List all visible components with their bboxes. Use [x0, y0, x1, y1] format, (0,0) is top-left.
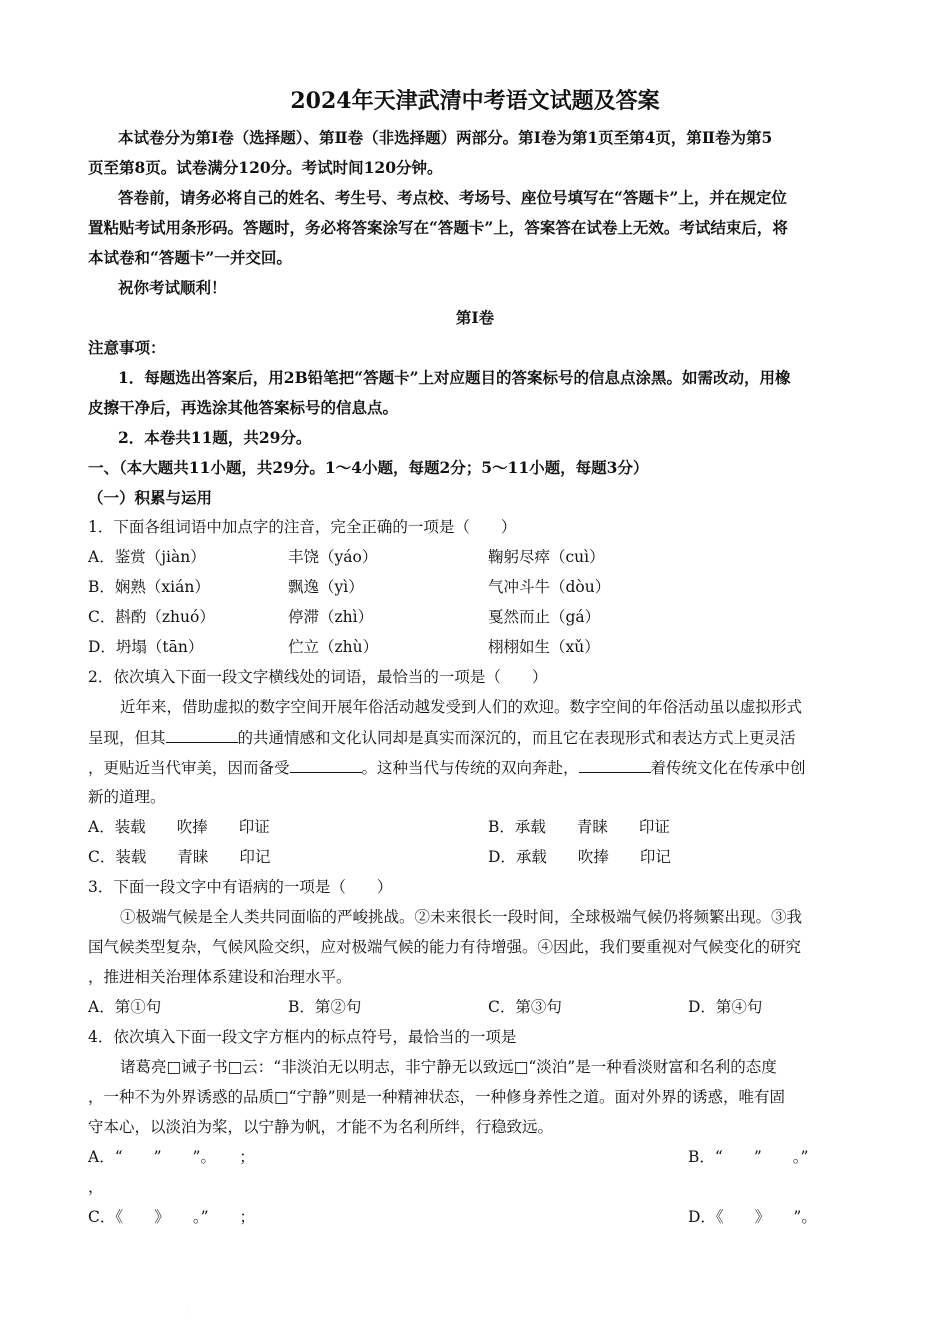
page-title: 2024年天津武清中考语文试题及答案: [290, 88, 660, 114]
notice-item: 2．本卷共11题，共29分。: [118, 428, 312, 447]
fill-blank: [579, 757, 651, 773]
q2-passage-text: 呈现，但其: [88, 729, 166, 747]
intro-line: 答卷前，请务必将自己的姓名、考生号、考点校、考场号、座位号填写在“答题卡”上，并在规定位: [118, 188, 787, 207]
q2-option-a: A．装载 吹捧 印证: [88, 818, 270, 836]
q2-passage-line: [88, 727, 796, 748]
q2-passage-text: 的共通情感和文化认同却是真实而深沉的，而且它在表现形式和表达方式上更灵活: [237, 729, 796, 747]
section-title: 第Ⅰ卷: [455, 308, 495, 327]
q3-option-d: D．第④句: [688, 998, 763, 1016]
q2-passage-line: 近年来，借助虚拟的数字空间开展年俗活动越发受到人们的欢迎。数字空间的年俗活动虽以虚拟形式: [120, 698, 803, 716]
subpart-heading: （一）积累与运用: [88, 488, 213, 507]
q1-option-b-col2: 飘逸（yì）: [288, 578, 364, 596]
q3-passage-line: 国气候类型复杂，气候风险交织，应对极端气候的能力有待增强。④因此，我们要重视对气候变化的研究: [88, 938, 802, 956]
q1-option-d-col1: D．坍塌（tān）: [88, 638, 204, 656]
q1-option-a-col3: 鞠躬尽瘁（cuì）: [488, 548, 605, 566]
fill-blank: [166, 727, 238, 743]
notice-item: 1．每题选出答案后，用2B铅笔把“答题卡”上对应题目的答案标号的信息点涂黑。如需改动，用橡: [118, 368, 791, 387]
q1-option-b-col1: B．娴熟（xián）: [88, 578, 210, 596]
q1-option-d-col2: 伫立（zhù）: [288, 638, 379, 656]
q1-option-c-col2: 停滞（zhì）: [288, 608, 374, 626]
q3-passage-line: ①极端气候是全人类共同面临的严峻挑战。②未来很长一段时间，全球极端气候仍将频繁出现。③我: [120, 908, 803, 926]
wish-line: 祝你考试顺利！: [118, 278, 227, 297]
intro-line: 页至第8页。试卷满分120分。考试时间120分钟。: [88, 158, 443, 177]
q2-passage-text: 着传统文化在传承中创: [650, 759, 806, 777]
q4-option-b: B．“ ” 。”: [688, 1148, 809, 1166]
q2-option-b: B．承载 青睐 印证: [488, 818, 670, 836]
q2-passage-line: 新的道理。: [88, 788, 166, 806]
intro-line: 置粘贴考试用条形码。答题时，务必将答案涂写在“答题卡”上，答案答在试卷上无效。考试结束后，将: [88, 218, 788, 237]
q2-option-c: C．装载 青睐 印记: [88, 848, 271, 866]
q4-passage-line: 诸葛亮□诫子书□云：“非淡泊无以明志，非宁静无以致远□“淡泊”是一种看淡财富和名利的态度: [120, 1058, 777, 1076]
q4-option-a: A．“ ” ”。 ；: [88, 1148, 255, 1166]
intro-line: 本试卷分为第Ⅰ卷（选择题）、第Ⅱ卷（非选择题）两部分。第Ⅰ卷为第1页至第4页，第Ⅱ卷为第5: [118, 128, 773, 147]
scan-mark: ·: [186, 1308, 189, 1317]
q1-option-c-col3: 戛然而止（gá）: [488, 608, 601, 626]
q2-passage-text: ，更贴近当代审美，因而备受: [88, 759, 290, 777]
part-heading: 一、（本大题共11小题，共29分。1～4小题，每题2分；5～11小题，每题3分）: [88, 458, 649, 477]
q2-option-d: D．承载 吹捧 印记: [488, 848, 671, 866]
q3-option-c: C．第③句: [488, 998, 562, 1016]
q2-passage-text: 。这种当代与传统的双向奔赴，: [361, 759, 579, 777]
question-2-stem: 2．依次填入下面一段文字横线处的词语，最恰当的一项是（ ）: [88, 668, 548, 686]
notice-item: 皮擦干净后，再选涂其他答案标号的信息点。: [88, 398, 399, 417]
q1-option-b-col3: 气冲斗牛（dòu）: [488, 578, 611, 596]
q1-option-d-col3: 栩栩如生（xǔ）: [488, 638, 600, 656]
notice-heading: 注意事项：: [88, 338, 166, 357]
q3-option-a: A．第①句: [88, 998, 162, 1016]
q1-option-c-col1: C．斟酌（zhuó）: [88, 608, 215, 626]
fill-blank: [290, 757, 362, 773]
q3-passage-line: ，推进相关治理体系建设和治理水平。: [88, 968, 352, 986]
q4-passage-line: 守本心，以淡泊为桨，以宁静为帆，才能不为名利所绊，行稳致远。: [88, 1118, 554, 1136]
q4-option-c: C．《 》 。” ；: [88, 1208, 256, 1226]
q3-option-b: B．第②句: [288, 998, 362, 1016]
q1-option-a-col2: 丰饶（yáo）: [288, 548, 378, 566]
q2-passage-line: [88, 757, 806, 778]
question-3-stem: 3．下面一段文字中有语病的一项是（ ）: [88, 878, 393, 896]
q1-option-a-col1: A．鉴赏（jiàn）: [88, 548, 206, 566]
question-4-stem: 4．依次填入下面一段文字方框内的标点符号，最恰当的一项是: [88, 1028, 517, 1046]
intro-line: 本试卷和“答题卡”一并交回。: [88, 248, 292, 267]
q4-option-b-tail: ，: [88, 1178, 104, 1196]
q4-option-d: D．《 》 ”。: [688, 1208, 817, 1226]
q4-passage-line: ，一种不为外界诱惑的品质□“宁静”则是一种精神状态，一种修身养性之道。面对外界的诱惑，唯有固: [88, 1088, 785, 1106]
question-1-stem: 1．下面各组词语中加点字的注音，完全正确的一项是（ ）: [88, 518, 517, 536]
